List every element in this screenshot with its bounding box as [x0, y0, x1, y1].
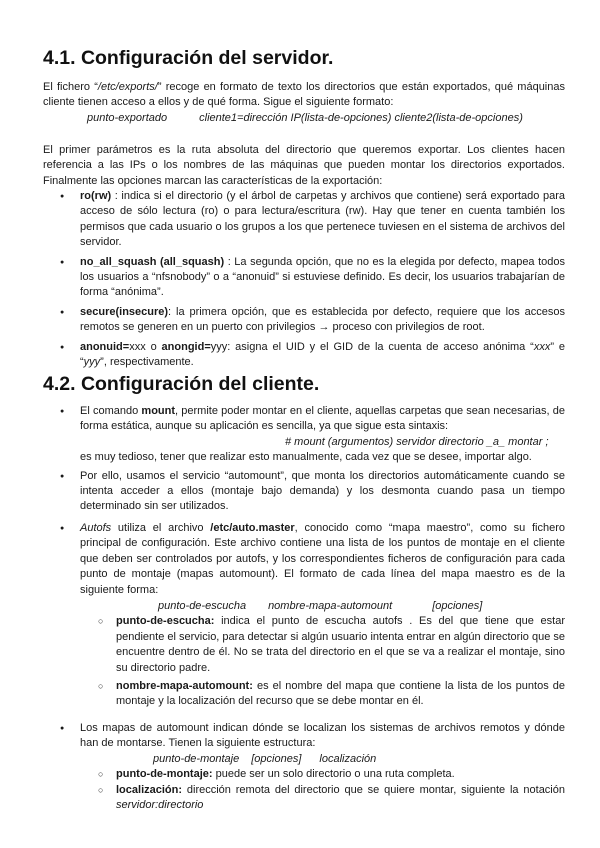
exports-format-line: punto-exportado cliente1=dirección IP(lista-de-opciones) cliente2(lista-de-opciones) — [87, 112, 523, 124]
list-item: ● Por ello, usamos el servicio “automount”, que monta los directorios automáticamente cuando se intenta acceder a ellos (montaje bajo demanda) y los desmonta cuando pasa un tiempo determinado sin ser utilizados. — [43, 469, 565, 515]
list-item: ○ punto-de-escucha: indica el punto de escucha autofs . Es del que tiene que estar pendiente el servicio, para detectar si algún usuario intenta entrar en algún directorio que se encuentre dentro de él. No se trata del directorio en el que se va a realizar el montaje, sino su directorio padre. — [43, 614, 565, 676]
list-item: ● El comando mount, permite poder montar en el cliente, aquellas carpetas que sean necesarias, de forma estática, aunque su aplicación es sencilla, ya que sigue esta sintaxis: # mount (argumentos) servidor directorio _a_ montar ; es muy tedioso, tener que realizar esto manualmente, cada vez que se desee, importar algo. — [43, 404, 565, 466]
export-options-list — [43, 189, 565, 370]
list-item: ● no_all_squash (all_squash) : La segunda opción, que no es la elegida por defecto, mapea todos los usuarios a “nfsnobody” o a “anonuid” si estuviese definido. Es decir, los usuarios trabajarían de forma “anónima”. — [43, 255, 565, 301]
list-item: ● Autofs utiliza el archivo /etc/auto.master, conocido como “mapa maestro”, como su fichero principal de configuración. Este archivo contiene una lista de los puntos de montaje en el cliente que deben ser controlados por autofs, y los correspondientes ficheros de configuración para cada punto de montaje (mapas automount). El formato de cada línea del mapa maestro es de la siguiente forma: punto-de-escucha nombre-mapa-automount [opciones] — [43, 521, 565, 614]
parameters-paragraph: El primer parámetros es la ruta absoluta del directorio que queremos exportar. Los clientes hacen referencia a las IPs o los nombres de las máquinas que pueden montar los directorios exportados. Finalmente las opciones marcan las características de la exportación: — [43, 144, 565, 187]
section-title-client: 4.2. Configuración del cliente. — [43, 373, 320, 395]
section-title-server: 4.1. Configuración del servidor. — [43, 47, 334, 69]
master-map-format: punto-de-escucha nombre-mapa-automount [opciones] — [158, 600, 483, 613]
autofs-list — [43, 521, 565, 710]
list-item: ● ro(rw) : indica si el directorio (y el árbol de carpetas y archivos que contiene) será exportado para acceso de sólo lectura (ro) o para lectura/escritura (rw). Hay que tener en cuenta también los permisos que cada usuario o los grupos a los que pertenece tuviesen en el sistema de archivos del servidor. — [43, 189, 565, 251]
automount-maps-list — [43, 721, 565, 813]
list-item: ○ localización: dirección remota del directorio que se quiere montar, siguiente la notación servidor:directorio — [43, 783, 565, 814]
exports-path: /etc/exports/ — [97, 81, 158, 93]
list-item: ○ nombre-mapa-automount: es el nombre del mapa que contiene la lista de los puntos de montaje y la localización del recurso que se debe montar en él. — [43, 679, 565, 710]
map-structure-line: punto-de-montaje [opciones] localización — [153, 752, 377, 765]
list-item: ○ punto-de-montaje: puede ser un solo directorio o una ruta completa. — [43, 767, 565, 782]
client-list-top — [43, 404, 565, 515]
list-item: ● Los mapas de automount indican dónde se localizan los sistemas de archivos remotos y dónde han de montarse. Tienen la siguiente estructura: punto-de-montaje [opciones] localización — [43, 721, 565, 767]
mount-command: # mount (argumentos) servidor directorio _a_ montar ; — [285, 435, 549, 448]
list-item: ● anonuid=xxx o anongid=yyy: asigna el UID y el GID de la cuenta de acceso anónima “xxx” e “yyy”, respectivamente. — [43, 340, 565, 371]
intro-paragraph: El fichero “/etc/exports/” recoge en formato de texto los directorios que están exportados, qué máquinas cliente tienen acceso a ellos y de qué forma. Sigue el siguiente formato: — [43, 81, 565, 109]
list-item: ● secure(insecure): la primera opción, que es establecida por defecto, requiere que los accesos remotos se generen en un puerto con privilegios → proceso con privilegios de root. — [43, 305, 565, 336]
